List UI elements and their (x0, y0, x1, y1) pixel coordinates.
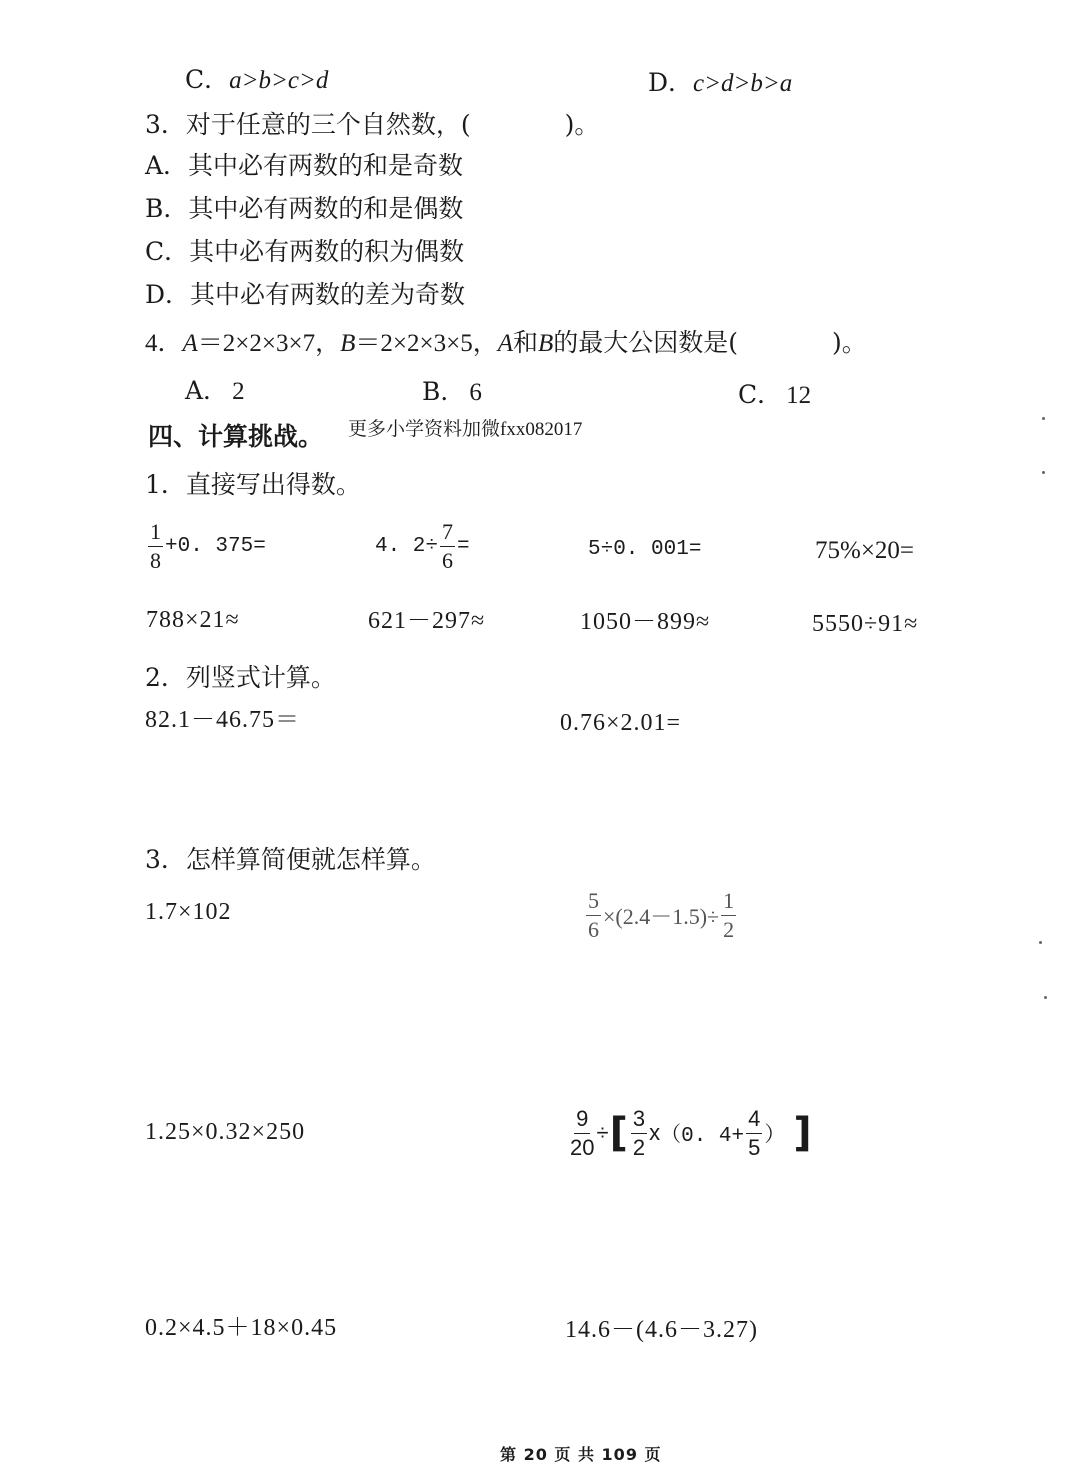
expression-text: +0. 375= (165, 534, 266, 558)
q4-option-c (738, 380, 811, 411)
scan-speck (1042, 417, 1045, 420)
divide-sign: ÷ (596, 1120, 609, 1145)
joiner-text: 和 (512, 328, 538, 357)
expression-text: = (457, 534, 470, 558)
part2-title: 2．列竖式计算。 (145, 663, 336, 692)
fraction-numerator: 1 (721, 889, 736, 915)
option-label: A． (185, 376, 229, 405)
part1-expression-1 (146, 518, 266, 574)
expression-text: （0. 4+ (660, 1125, 745, 1148)
option-label: D． (648, 68, 694, 97)
fraction-numerator: 3 (631, 1107, 647, 1133)
close-bracket: ] (793, 1110, 812, 1156)
q4-stem (145, 328, 867, 359)
scan-speck (1042, 471, 1045, 474)
expression-text: ×(2.4－1.5)÷ (603, 903, 720, 929)
fraction (570, 1107, 594, 1158)
q3-option-a: A．其中必有两数的和是奇数 (145, 151, 464, 180)
scan-speck (1039, 941, 1042, 944)
fraction-numerator: 1 (148, 520, 163, 546)
variable-b: B (538, 330, 554, 357)
q2-option-c (185, 65, 328, 96)
close-paren: ） (764, 1125, 786, 1148)
fraction-numerator: 4 (746, 1107, 762, 1133)
q2-option-d (648, 68, 792, 99)
option-label: B． (422, 377, 466, 406)
q3-option-b: B．其中必有两数的和是偶数 (145, 194, 464, 223)
option-value: 6 (469, 379, 482, 406)
fraction (746, 1107, 762, 1158)
fraction (440, 520, 455, 571)
fraction-denominator: 5 (748, 1134, 761, 1160)
fraction-denominator: 2 (632, 1134, 646, 1160)
fraction-denominator: 20 (570, 1134, 595, 1160)
fraction-numerator: 7 (440, 520, 455, 546)
part3-problem-4 (568, 1105, 813, 1161)
option-value: 2 (232, 378, 245, 405)
option-label: C． (185, 65, 230, 94)
question-number: 4． (145, 330, 183, 357)
expression-text: 75%×20= (815, 537, 915, 564)
option-expression: c>d>b>a (693, 70, 793, 97)
variable-b: B (340, 330, 356, 357)
part3-problem-6: 14.6－(4.6－3.27) (565, 1317, 758, 1343)
fraction (148, 520, 163, 571)
part1-estimate-1: 788×21≈ (146, 607, 240, 633)
part1-estimate-2: 621－297≈ (368, 608, 486, 634)
q4-option-a (185, 376, 245, 407)
part1-estimate-3: 1050－899≈ (580, 609, 711, 635)
definition-b: ＝2×2×3×5， (355, 330, 498, 357)
scan-speck (1044, 996, 1047, 999)
part1-title: 1．直接写出得数。 (145, 470, 361, 499)
q4-option-b (422, 377, 482, 408)
part2-problem-1: 82.1－46.75＝ (145, 707, 300, 733)
fraction (721, 889, 736, 940)
option-value: 12 (786, 382, 812, 409)
fraction-denominator: 2 (723, 916, 735, 942)
expression-text: 4. 2÷ (375, 534, 439, 558)
fraction-denominator: 6 (588, 916, 599, 942)
part3-problem-5: 0.2×4.5＋18×0.45 (145, 1315, 338, 1341)
q3-option-c: C．其中必有两数的积为偶数 (145, 237, 465, 266)
part3-title: 3．怎样算简便就怎样算。 (145, 845, 436, 874)
q3-stem (145, 110, 599, 140)
fraction-denominator: 8 (150, 547, 161, 573)
part3-problem-2 (584, 887, 738, 943)
option-expression: a>b>c>d (229, 67, 329, 94)
option-label: C． (738, 380, 783, 409)
part3-problem-3: 1.25×0.32×250 (145, 1119, 306, 1145)
fraction (631, 1107, 647, 1158)
part1-expression-3 (588, 521, 701, 577)
question-close: )。 (564, 110, 600, 139)
definition-a: ＝2×2×3×7， (197, 330, 341, 357)
q3-option-d: D．其中必有两数的差为奇数 (145, 280, 466, 309)
question-text: 的最大公因数是( (553, 328, 739, 357)
fraction-numerator: 9 (574, 1107, 590, 1133)
times-sign: x (649, 1120, 661, 1145)
question-close: )。 (832, 328, 867, 357)
open-bracket: [ (609, 1110, 628, 1156)
watermark-text: 更多小学资料加微fxx082017 (348, 419, 583, 440)
question-text: 3．对于任意的三个自然数，( (145, 110, 471, 139)
page-footer: 第 20 页 共 109 页 (500, 1445, 662, 1464)
fraction-denominator: 6 (442, 547, 454, 573)
part1-expression-4 (815, 523, 914, 579)
part2-problem-2: 0.76×2.01= (560, 710, 682, 736)
expression-text: 5÷0. 001= (588, 537, 702, 561)
part1-expression-2 (375, 518, 470, 574)
section-heading: 四、计算挑战。 (148, 422, 324, 451)
fraction (586, 889, 601, 940)
variable-a: A (182, 330, 198, 357)
part3-problem-1: 1.7×102 (145, 899, 232, 925)
fraction-numerator: 5 (586, 889, 601, 915)
part1-estimate-4: 5550÷91≈ (812, 611, 919, 637)
variable-a: A (497, 330, 513, 357)
